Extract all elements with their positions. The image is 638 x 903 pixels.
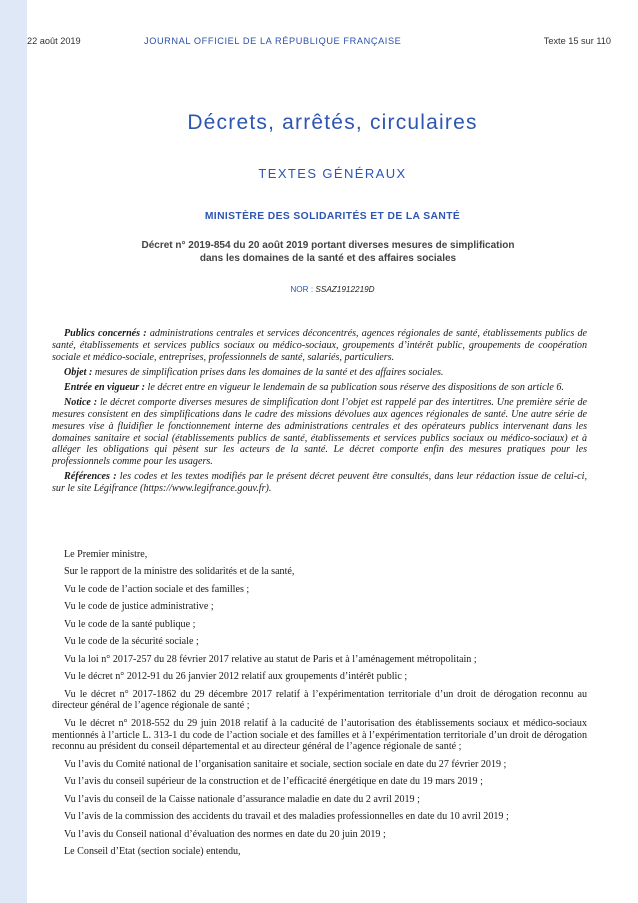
notice-text: le décret comporte diverses mesures de simplification dont l’objet est rappelé par des intertitres. Une première série de mesures consistent en des simplifications dans le cadre des missions dévolues aux agences régionales de santé. Une autre série de mesures vise à fluidifier le fonctionnement interne des administrations centrales et des opérateurs publics intervenant dans les domaines sanitaire et social (établissements publics de santé, établissements et services publics sociaux ou médico-sociaux) et à alléger les obligations qui pèsent sur les acteurs de la santé. Le décret comporte enfin des mesures pratiques pour les professionnels comme pour les usagers. [52,397,587,468]
preamble-paragraph: Vu l’avis du conseil de la Caisse nationale d’assurance maladie en date du 2 avril 2019 ; [64,793,420,805]
notice-block [52,328,587,498]
notice-label: Notice : [64,397,98,409]
preamble-paragraph: Vu le décret n° 2012-91 du 26 janvier 2012 relatif aux groupements d’intérêt public ; [64,671,408,683]
nor-reference [27,285,638,294]
notice-paragraph [52,382,587,394]
section-title: Décrets, arrêtés, circulaires [187,111,478,134]
decree-title-line: Décret n° 2019-854 du 20 août 2019 portant diverses mesures de simplification [141,240,515,251]
notice-label: Entrée en vigueur : [64,381,146,393]
decree-title [90,240,566,265]
decree-preamble [52,549,587,864]
decree-title-line: dans les domaines de la santé et des affaires sociales [199,252,457,264]
preamble-paragraph: Le Premier ministre, [64,549,148,560]
preamble-paragraph: Vu le code de la sécurité sociale ; [64,636,199,648]
notice-paragraph [52,367,587,379]
notice-paragraph [52,397,587,468]
nor-label: NOR : [290,285,316,294]
page-margin-strip [0,0,27,903]
preamble-paragraph: Le Conseil d’Etat (section sociale) entendu, [64,846,241,858]
preamble-paragraph: Vu le code de justice administrative ; [64,601,214,613]
header-page-number: Texte 15 sur 110 [543,36,611,46]
ministry-heading: MINISTÈRE DES SOLIDARITÉS ET DE LA SANTÉ [204,211,461,222]
nor-code: SSAZ1912219D [315,285,375,294]
preamble-paragraph: Vu le décret n° 2017-1862 du 29 décembre 2017 relatif à l’expérimentation territoriale d’un droit de dérogation reconnu au directeur général de l’agence régionale de santé ; [52,688,587,712]
preamble-paragraph: Vu l’avis du Conseil national d’évaluation des normes en date du 20 juin 2019 ; [64,828,386,840]
preamble-paragraph: Vu la loi n° 2017-257 du 28 février 2017 relative au statut de Paris et à l’aménagement métropolitain ; [64,653,477,665]
preamble-paragraph: Sur le rapport de la ministre des solidarités et de la santé, [64,566,295,578]
notice-label: Références : [64,471,117,483]
notice-text: les codes et les textes modifiés par le présent décret peuvent être consultés, dans leur rédaction issue de celui-ci, sur le site Légifrance (https://www.legifrance.gouv.fr). [52,471,587,495]
preamble-paragraph: Vu le code de la santé publique ; [64,618,196,630]
preamble-paragraph: Vu l’avis du Comité national de l’organisation sanitaire et sociale, section sociale en date du 27 février 2019 ; [64,758,507,770]
notice-label: Publics concernés : [64,328,147,339]
header-journal-title: JOURNAL OFFICIEL DE LA RÉPUBLIQUE FRANÇAISE [144,36,402,46]
notice-label: Objet : [64,366,93,378]
notice-text: le décret entre en vigueur le lendemain de sa publication sous réserve des dispositions de son article 6. [145,381,564,393]
notice-paragraph [52,471,587,495]
preamble-paragraph: Vu l’avis de la commission des accidents du travail et des maladies professionnelles en date du 10 avril 2019 ; [64,811,509,823]
header-date: 22 août 2019 [27,36,81,46]
preamble-paragraph: Vu le décret n° 2018-552 du 29 juin 2018 relatif à la caducité de l’autorisation des établissements sociaux et médico-sociaux mentionnés à l’article L. 313-1 du code de l’action sociale et des familles et à l’expérimentation territoriale d’un droit de dérogation reconnu au président du conseil départemental et au directeur général de l’agence régionale de santé ; [52,717,587,753]
preamble-paragraph: Vu le code de l’action sociale et des familles ; [64,583,250,595]
running-header [27,36,611,50]
preamble-paragraph: Vu l’avis du conseil supérieur de la construction et de l’efficacité énergétique en date du 19 mars 2019 ; [64,776,483,788]
notice-text: mesures de simplification prises dans les domaines de la santé et des affaires sociales. [92,366,444,378]
section-subtitle: TEXTES GÉNÉRAUX [258,166,407,181]
notice-paragraph [52,328,587,363]
notice-text: administrations centrales et services déconcentrés, agences régionales de santé, établissements publics de santé, établissements et services publics sociaux ou médico-sociaux, groupements d’intérêt public, groupements de coopération sociale et médico-sociale, entreprises, professionnels de santé, salariés, particuliers. [52,328,587,363]
